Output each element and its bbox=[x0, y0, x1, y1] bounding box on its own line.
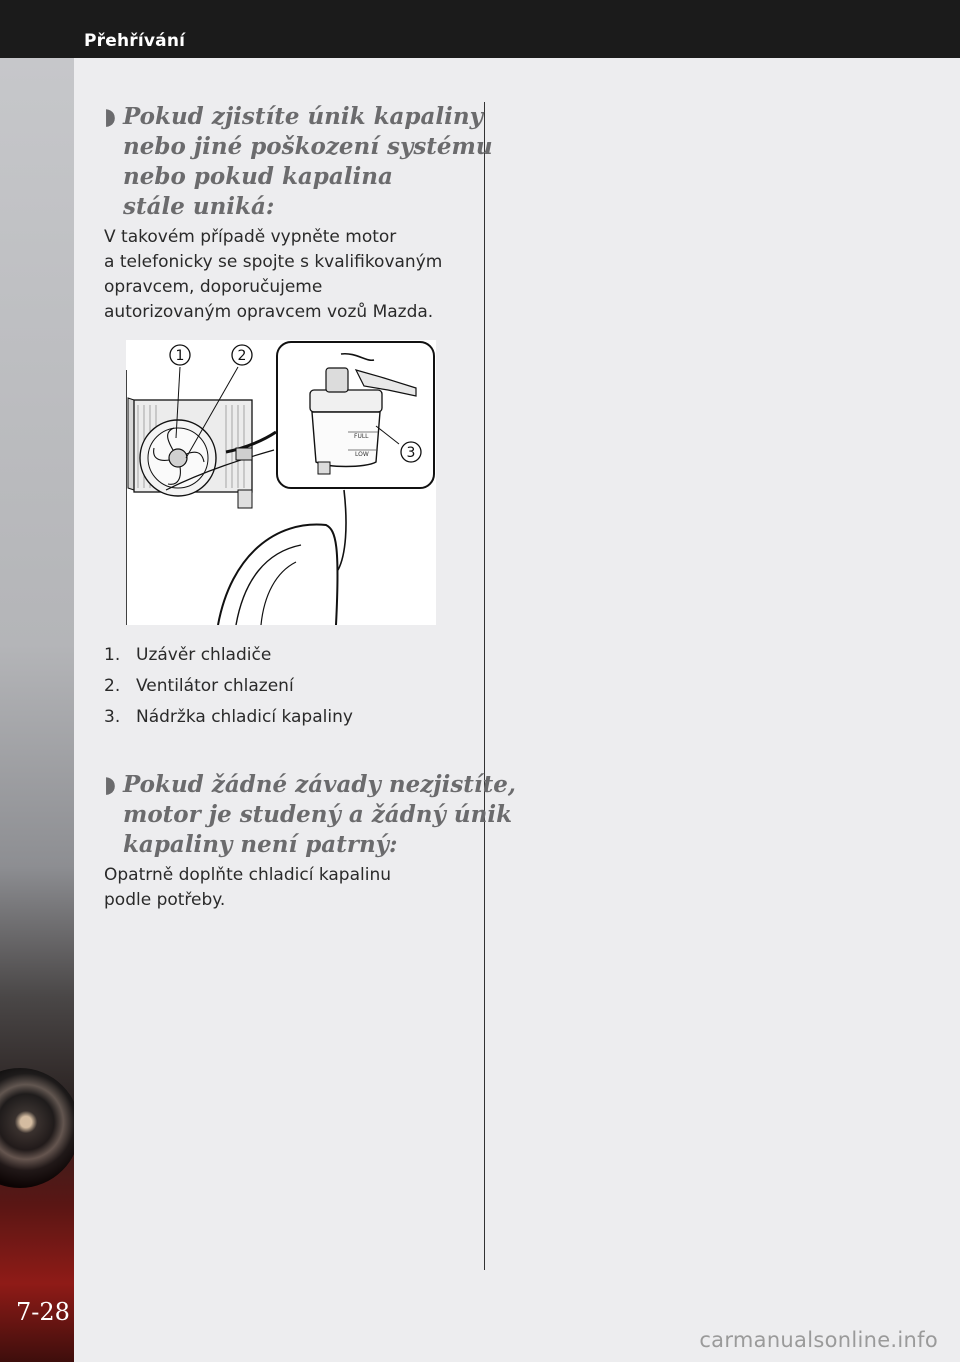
callout-3 bbox=[401, 442, 421, 462]
figure-legend bbox=[104, 640, 353, 733]
legend-number: 2. bbox=[104, 676, 121, 696]
section-heading-text: Pokud zjistíte únik kapaliny nebo jiné poškození systému nebo pokud kapalina stále uniká: bbox=[123, 103, 493, 220]
legend-number: 3. bbox=[104, 707, 121, 727]
section-heading-no-fault bbox=[104, 770, 516, 860]
svg-text:3: 3 bbox=[406, 445, 416, 461]
section-marker-icon: ◗ bbox=[104, 771, 117, 798]
callout-1 bbox=[170, 345, 190, 365]
header-bar bbox=[0, 0, 960, 58]
page-header-title: Přehřívání bbox=[84, 31, 186, 51]
svg-text:1: 1 bbox=[175, 348, 185, 364]
callout-2 bbox=[232, 345, 252, 365]
page-number: 7-28 bbox=[16, 1298, 70, 1326]
section-marker-icon: ◗ bbox=[104, 103, 117, 130]
section-body-no-fault: Opatrně doplňte chladicí kapalinu podle potřeby. bbox=[104, 865, 392, 910]
svg-text:2: 2 bbox=[237, 348, 247, 364]
legend-label: Nádržka chladicí kapaliny bbox=[136, 707, 353, 727]
side-decoration-strip bbox=[0, 58, 74, 1362]
reservoir-full-mark: FULL bbox=[354, 433, 369, 440]
watermark-text: carmanualsonline.info bbox=[699, 1328, 938, 1352]
section-heading-leak bbox=[104, 102, 493, 222]
reservoir-low-mark: LOW bbox=[355, 451, 369, 458]
legend-label: Uzávěr chladiče bbox=[136, 645, 272, 665]
headlamp-decoration bbox=[0, 1068, 74, 1188]
section-body-leak: V takovém případě vypněte motor a telefonicky se spojte s kvalifikovaným opravcem, doporučujeme autorizovaným opravcem vozů Mazda. bbox=[104, 227, 443, 322]
coolant-system-illustration bbox=[126, 340, 436, 625]
column-divider bbox=[484, 102, 485, 1270]
legend-number: 1. bbox=[104, 645, 121, 665]
legend-item bbox=[104, 640, 353, 671]
section-heading-text: Pokud žádné závady nezjistíte, motor je studený a žádný únik kapaliny není patrný: bbox=[123, 771, 516, 858]
legend-label: Ventilátor chlazení bbox=[136, 676, 294, 696]
legend-item bbox=[104, 702, 353, 733]
legend-item bbox=[104, 671, 353, 702]
